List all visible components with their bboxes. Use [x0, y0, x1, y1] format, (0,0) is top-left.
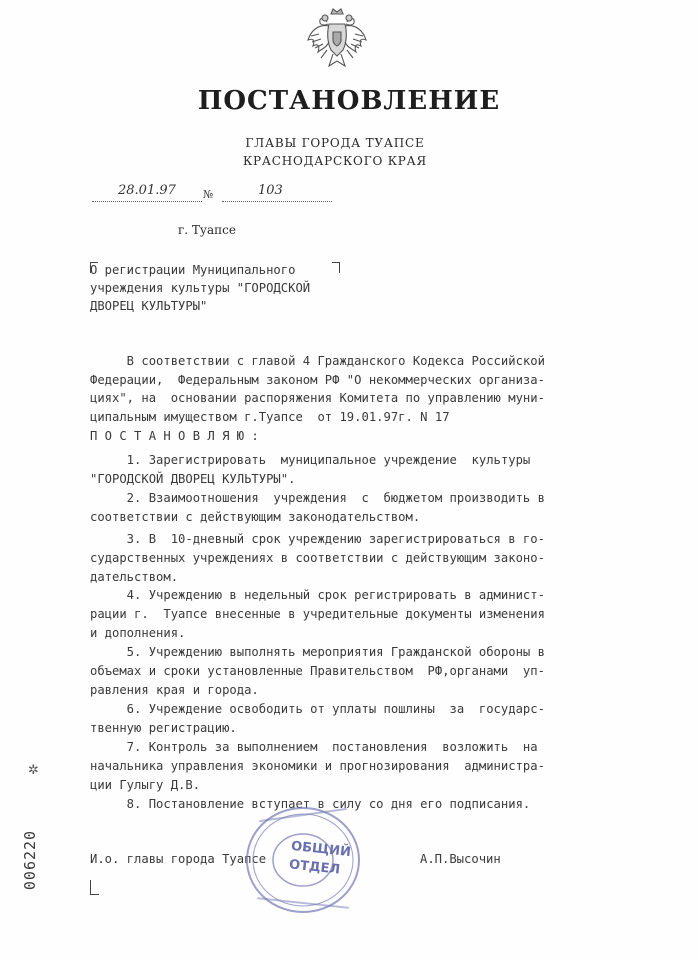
body-line: 7. Контроль за выполнением постановления возложить на	[90, 740, 538, 754]
bottom-corner-mark	[90, 880, 99, 895]
body-line: рации г. Туапсе внесенные в учредительные документы изменения	[90, 607, 545, 621]
body-line: ции Гулыгу Д.В.	[90, 778, 201, 792]
resolution-keyword: П О С Т А Н О В Л Я Ю :	[90, 429, 259, 443]
body-line: 5. Учреждению выполнять мероприятия Гражданской обороны в	[90, 645, 545, 659]
signatory-position: И.о. главы города Туапсе	[90, 852, 267, 866]
body-line: начальника управления экономики и прогнозирования администра-	[90, 759, 545, 773]
subject-line: ДВОРЕЦ КУЛЬТУРЫ"	[90, 299, 208, 313]
document-date: 28.01.97	[118, 183, 176, 198]
body-line: объемах и сроки установленные Правительством РФ,органами уп-	[90, 664, 545, 678]
asterisk-mark: ✲	[28, 763, 39, 778]
body-line: 8. Постановление вступает в силу со дня его подписания.	[90, 797, 531, 811]
body-line: циях", на основании распоряжения Комитета по управлению муни-	[90, 391, 545, 405]
number-dotted-line	[222, 201, 332, 202]
signatory-name: А.П.Высочин	[420, 852, 501, 866]
document-number: 103	[258, 183, 283, 198]
body-line: твенную регистрацию.	[90, 721, 237, 735]
coat-of-arms-emblem	[305, 6, 369, 72]
margin-serial-number-text: 006220	[21, 829, 39, 891]
body-line: сударственных учреждениях в соответствии с действующим законо-	[90, 551, 545, 565]
body-line: В соответствии с главой 4 Гражданского Кодекса Российской	[90, 354, 545, 368]
body-line: 6. Учреждение освободить от уплаты пошлины за государс-	[90, 702, 545, 716]
stamp-text-line-1: ОБЩИЙ	[290, 838, 352, 861]
body-line: равления края и города.	[90, 683, 259, 697]
subject-line: учреждения культуры "ГОРОДСКОЙ	[90, 281, 311, 295]
body-line: 4. Учреждению в недельный срок регистрировать в админист-	[90, 588, 545, 602]
body-line: 1. Зарегистрировать муниципальное учреждение культуры	[90, 453, 531, 467]
date-dotted-line	[92, 201, 202, 202]
issuer-line-1: ГЛАВЫ ГОРОДА ТУАПСЕ	[245, 136, 425, 150]
body-line: и дополнения.	[90, 626, 186, 640]
body-line: соответствии с действующим законодательством.	[90, 510, 421, 524]
subject-line: О регистрации Муниципального	[90, 263, 296, 277]
document-title: ПОСТАНОВЛЕНИЕ	[197, 86, 501, 116]
body-line: дательством.	[90, 570, 179, 584]
city-label: г. Туапсе	[178, 223, 236, 237]
margin-serial-number	[20, 820, 40, 900]
body-line: 3. В 10-дневный срок учреждению зарегистрироваться в го-	[90, 532, 545, 546]
issuer-line-2: КРАСНОДАРСКОГО КРАЯ	[242, 154, 428, 168]
subject-bracket-right	[332, 262, 340, 273]
number-sign: №	[203, 188, 214, 201]
stamp-text-line-2: ОТДЕЛ	[288, 857, 341, 878]
body-line: "ГОРОДСКОЙ ДВОРЕЦ КУЛЬТУРЫ".	[90, 472, 296, 486]
body-line: ципальным имуществом г.Туапсе от 19.01.97г. N 17	[90, 410, 450, 424]
body-line: Федерации, Федеральным законом РФ "О некоммерческих организа-	[90, 373, 545, 387]
body-line: 2. Взаимоотношения учреждения с бюджетом производить в	[90, 491, 545, 505]
